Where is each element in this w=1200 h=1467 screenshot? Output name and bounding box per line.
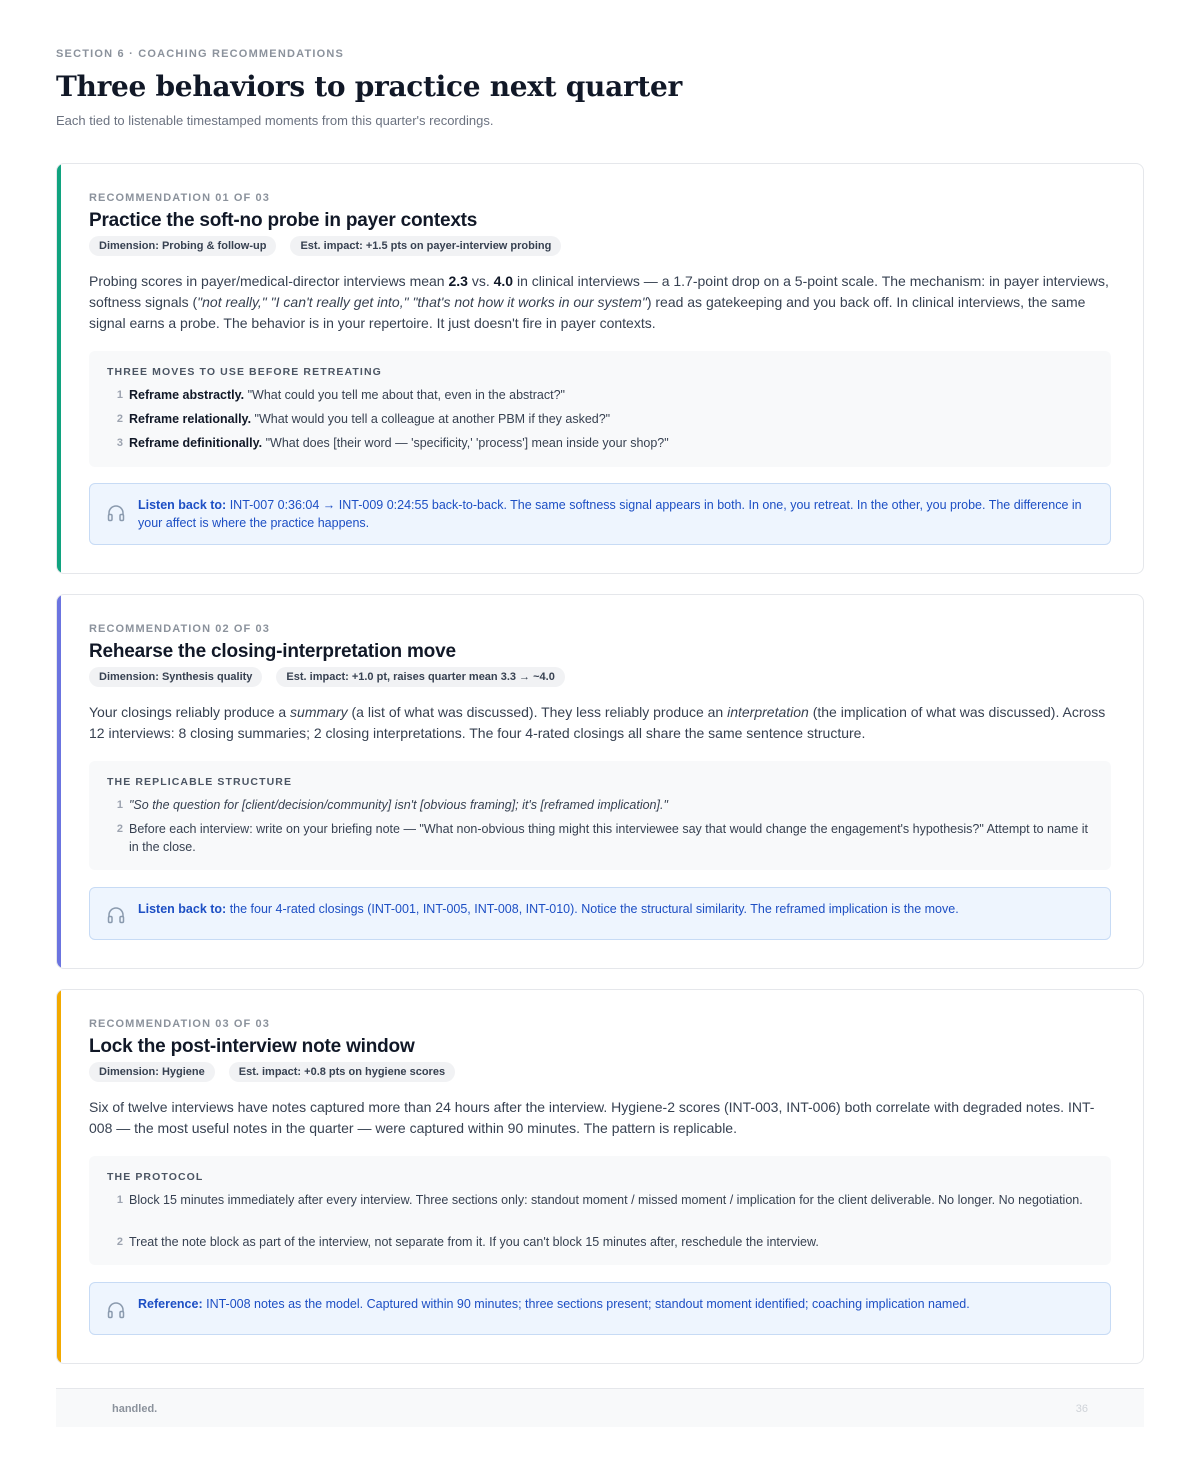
recommendation-body: Probing scores in payer/medical-director interviews mean 2.3 vs. 4.0 in clinical interviews — a 1.7-point drop on a 5-point scale. The mechanism: in payer interviews, softness signals ("not really," "I can't really get into," "that's not how it works in our system") read as gatekeeping and you back off. In clinical interviews, the same signal earns a probe. The behavior is in your repertoire. It just doesn't fire in payer contexts. (89, 273, 1109, 331)
step-number: 2 (116, 1236, 123, 1248)
impact-chip: Est. impact: +1.0 pt, raises quarter mean 3.3 → ~4.0 (276, 667, 564, 687)
listen-back-text: Listen back to: INT-007 0:36:04 → INT-009 0:24:55 back-to-back. The same softness signal appears in both. In one, you retreat. In the other, you probe. The difference in your affect is where the practice happens. (138, 498, 1082, 530)
recommendation-title: Rehearse the closing-interpretation move (89, 641, 456, 662)
step-text: Reframe definitionally. "What does [their word — 'specificity,' 'process'] mean inside your shop?" (129, 436, 669, 450)
reference-callout[interactable] (89, 1282, 1111, 1335)
recommendation-title: Lock the post-interview note window (89, 1036, 415, 1057)
listen-back-callout[interactable] (89, 483, 1111, 545)
dimension-chip: Dimension: Probing & follow-up (89, 236, 276, 256)
step-number: 1 (116, 799, 123, 811)
dimension-chip: Dimension: Synthesis quality (89, 667, 262, 687)
dimension-chip: Dimension: Hygiene (89, 1062, 215, 1082)
protocol-box (89, 1156, 1111, 1265)
accent-bar (57, 990, 61, 1363)
box-title: THREE MOVES TO USE BEFORE RETREATING (107, 366, 382, 378)
recommendation-card-2 (56, 594, 1144, 969)
chip-row (89, 1062, 455, 1082)
step-text: Before each interview: write on your briefing note — "What non-obvious thing might this interviewee say that would change the engagement's hypothesis?" Attempt to name it in the close. (129, 822, 1089, 854)
headphones-icon (106, 503, 126, 523)
step-number: 2 (116, 823, 123, 835)
recommendation-label: RECOMMENDATION 02 OF 03 (89, 623, 270, 635)
step-number: 3 (116, 437, 123, 449)
recommendation-card-3 (56, 989, 1144, 1364)
recommendation-body: Six of twelve interviews have notes captured more than 24 hours after the interview. Hygiene-2 scores (INT-003, INT-006) both correlate with degraded notes. INT-008 — the most useful notes in the quarter — were captured within 90 minutes. The pattern is replicable. (89, 1099, 1095, 1136)
step-number: 1 (116, 1194, 123, 1206)
recommendation-label: RECOMMENDATION 03 OF 03 (89, 1018, 270, 1030)
step-text: Reframe relationally. "What would you tell a colleague at another PBM if they asked?" (129, 412, 611, 426)
accent-bar (57, 164, 61, 573)
chip-row (89, 667, 565, 687)
recommendation-body: Your closings reliably produce a summary (a list of what was discussed). They less reliably produce an interpretation (the implication of what was discussed). Across 12 interviews: 8 closing summaries; 2 closing interpretations. The four 4-rated closings all share the same sentence structure. (89, 704, 1106, 741)
box-title: THE REPLICABLE STRUCTURE (107, 776, 293, 788)
section-eyebrow: SECTION 6 · COACHING RECOMMENDATIONS (56, 48, 345, 60)
page-footer (56, 1388, 1144, 1427)
impact-chip: Est. impact: +0.8 pts on hygiene scores (229, 1062, 455, 1082)
brand-logo-text: handled. (112, 1403, 158, 1415)
recommendation-card-1 (56, 163, 1144, 574)
headphones-icon (106, 905, 126, 925)
page-title: Three behaviors to practice next quarter (56, 70, 682, 103)
reference-text: Reference: INT-008 notes as the model. Captured within 90 minutes; three sections present; standout moment identified; coaching implication named. (138, 1297, 970, 1311)
listen-back-text: Listen back to: the four 4-rated closings (INT-001, INT-005, INT-008, INT-010). Notice the structural similarity. The reframed implication is the move. (138, 902, 959, 916)
moves-box (89, 351, 1111, 467)
step-text: "So the question for [client/decision/community] isn't [obvious framing]; it's [reframed implication]." (129, 798, 668, 812)
structure-box (89, 761, 1111, 870)
impact-chip: Est. impact: +1.5 pts on payer-interview probing (290, 236, 561, 256)
step-text: Treat the note block as part of the interview, not separate from it. If you can't block 15 minutes after, reschedule the interview. (129, 1235, 819, 1249)
chip-row (89, 236, 561, 256)
listen-back-callout[interactable] (89, 887, 1111, 940)
step-number: 2 (116, 413, 123, 425)
recommendation-label: RECOMMENDATION 01 OF 03 (89, 192, 270, 204)
headphones-icon (106, 1300, 126, 1320)
page-number: 36 (1075, 1403, 1088, 1415)
step-text: Reframe abstractly. "What could you tell me about that, even in the abstract?" (129, 388, 565, 402)
step-number: 1 (116, 389, 123, 401)
box-title: THE PROTOCOL (107, 1171, 204, 1183)
step-text: Block 15 minutes immediately after every interview. Three sections only: standout moment / missed moment / implication for the client deliverable. No longer. No negotiation. (129, 1193, 1083, 1207)
recommendation-title: Practice the soft-no probe in payer contexts (89, 210, 478, 231)
accent-bar (57, 595, 61, 968)
page-subtitle: Each tied to listenable timestamped moments from this quarter's recordings. (56, 113, 494, 128)
